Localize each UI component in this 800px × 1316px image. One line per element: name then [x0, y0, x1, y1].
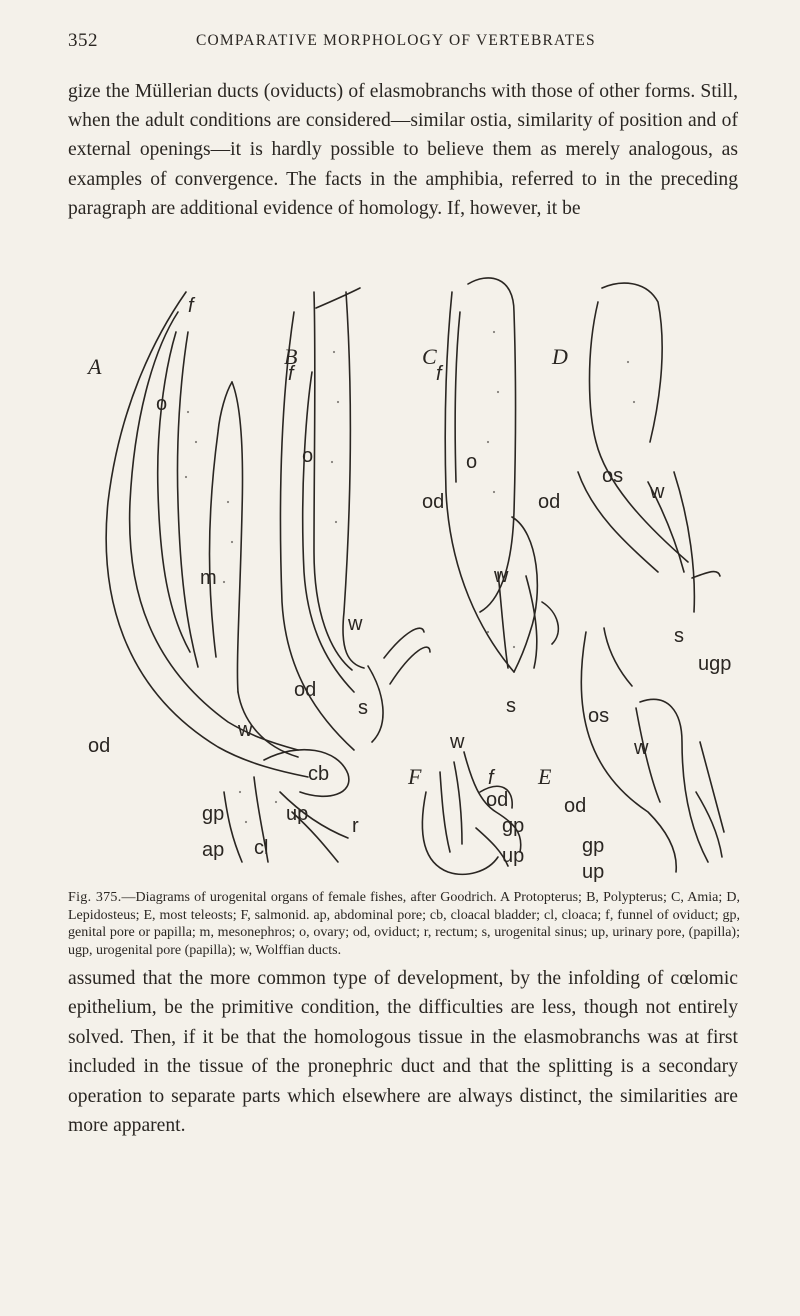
- label-s-c: s: [506, 695, 516, 717]
- diagram-letter-a: A: [88, 354, 102, 379]
- page-number: 352: [68, 30, 98, 51]
- label-up-a: up: [286, 803, 309, 825]
- paragraph-bottom: assumed that the more common type of development, by the infolding of cœlomic epithelium, be the primitive condition, the difficulties are less, though not entirely solved. Then, if it be that the homologous tissue in the elasmobranchs was at first included in the tissue of the pronephric duct and that the splitting is a secondary operation to separate parts which elsewhere are always distinct, the similarities are more apparent.: [68, 968, 738, 1137]
- label-f-a: f: [188, 295, 194, 317]
- label-w-c: w: [494, 565, 509, 587]
- figure-urogenital-diagrams: [68, 272, 740, 888]
- label-r: r: [352, 815, 359, 837]
- label-ap: ap: [202, 839, 225, 861]
- label-o-b: o: [302, 445, 314, 467]
- label-o-a: o: [156, 393, 168, 415]
- label-od-b: od: [294, 679, 317, 701]
- page-header: [68, 30, 738, 60]
- label-s-d: s: [674, 625, 684, 647]
- label-w-f: w: [450, 731, 465, 753]
- label-od-a: od: [88, 735, 111, 757]
- label-s-b: s: [358, 697, 368, 719]
- label-w-d: w: [650, 481, 665, 503]
- label-ugp: ugp: [698, 653, 732, 675]
- caption-lead: Fig. 375.: [68, 890, 122, 905]
- diagram-letter-f: F: [408, 764, 422, 789]
- paragraph-top: gize the Müllerian ducts (oviducts) of elasmobranchs with those of other forms. Still, when the adult conditions are considered—similar ostia, similarity of position and of external openings—it is hardly possible to believe them as merely analogous, as examples of convergence. The facts in the amphibia, referred to in the preceding paragraph are additional evidence of homology. If, however, it be: [68, 81, 738, 219]
- label-up-f: up: [502, 845, 525, 867]
- diagram-letter-d: D: [552, 344, 568, 369]
- label-od-f: od: [486, 789, 509, 811]
- diagram-letter-b: B: [284, 344, 298, 369]
- label-os-d: os: [602, 465, 624, 487]
- label-od-d: od: [538, 491, 561, 513]
- label-cb: cb: [308, 763, 330, 785]
- label-w-b: w: [348, 613, 363, 635]
- label-f-b: f: [288, 363, 294, 385]
- diagram-letter-e: E: [538, 764, 552, 789]
- label-o-c: o: [466, 451, 478, 473]
- label-f-c: f: [436, 363, 442, 385]
- label-os-e: os: [588, 705, 610, 727]
- caption-text: —Diagrams of urogenital organs of female fishes, after Goodrich. A Protopterus; B, Polypterus; C, Amia; D, Lepidosteus; E, most teleosts; F, salmonid. ap, abdominal pore; cb, cloacal bladder; cl, cloaca; f, funnel of oviduct; gp, genital pore or papilla; m, mesonephros; o, ovary; od, oviduct; r, rectum; s, urogenital sinus; up, urinary pore, (papilla); ugp, urogenital pore (papilla); w, Wolffian ducts.: [68, 890, 740, 958]
- label-od-e: od: [564, 795, 587, 817]
- label-gp-e: gp: [582, 835, 605, 857]
- label-up-e: up: [582, 861, 605, 883]
- figure-drawing: [68, 272, 740, 888]
- label-gp-f: gp: [502, 815, 525, 837]
- label-cl: cl: [254, 837, 269, 859]
- label-od-c: od: [422, 491, 445, 513]
- figure-caption: [68, 889, 740, 959]
- label-gp-a: gp: [202, 803, 225, 825]
- label-w-e: w: [634, 737, 649, 759]
- label-w-a: w: [238, 719, 253, 741]
- label-f-f: f: [488, 767, 494, 789]
- label-m-a: m: [200, 567, 217, 589]
- tissue-stipple: [185, 331, 635, 823]
- diagram-letter-c: C: [422, 344, 437, 369]
- running-title: COMPARATIVE MORPHOLOGY OF VERTEBRATES: [196, 32, 596, 49]
